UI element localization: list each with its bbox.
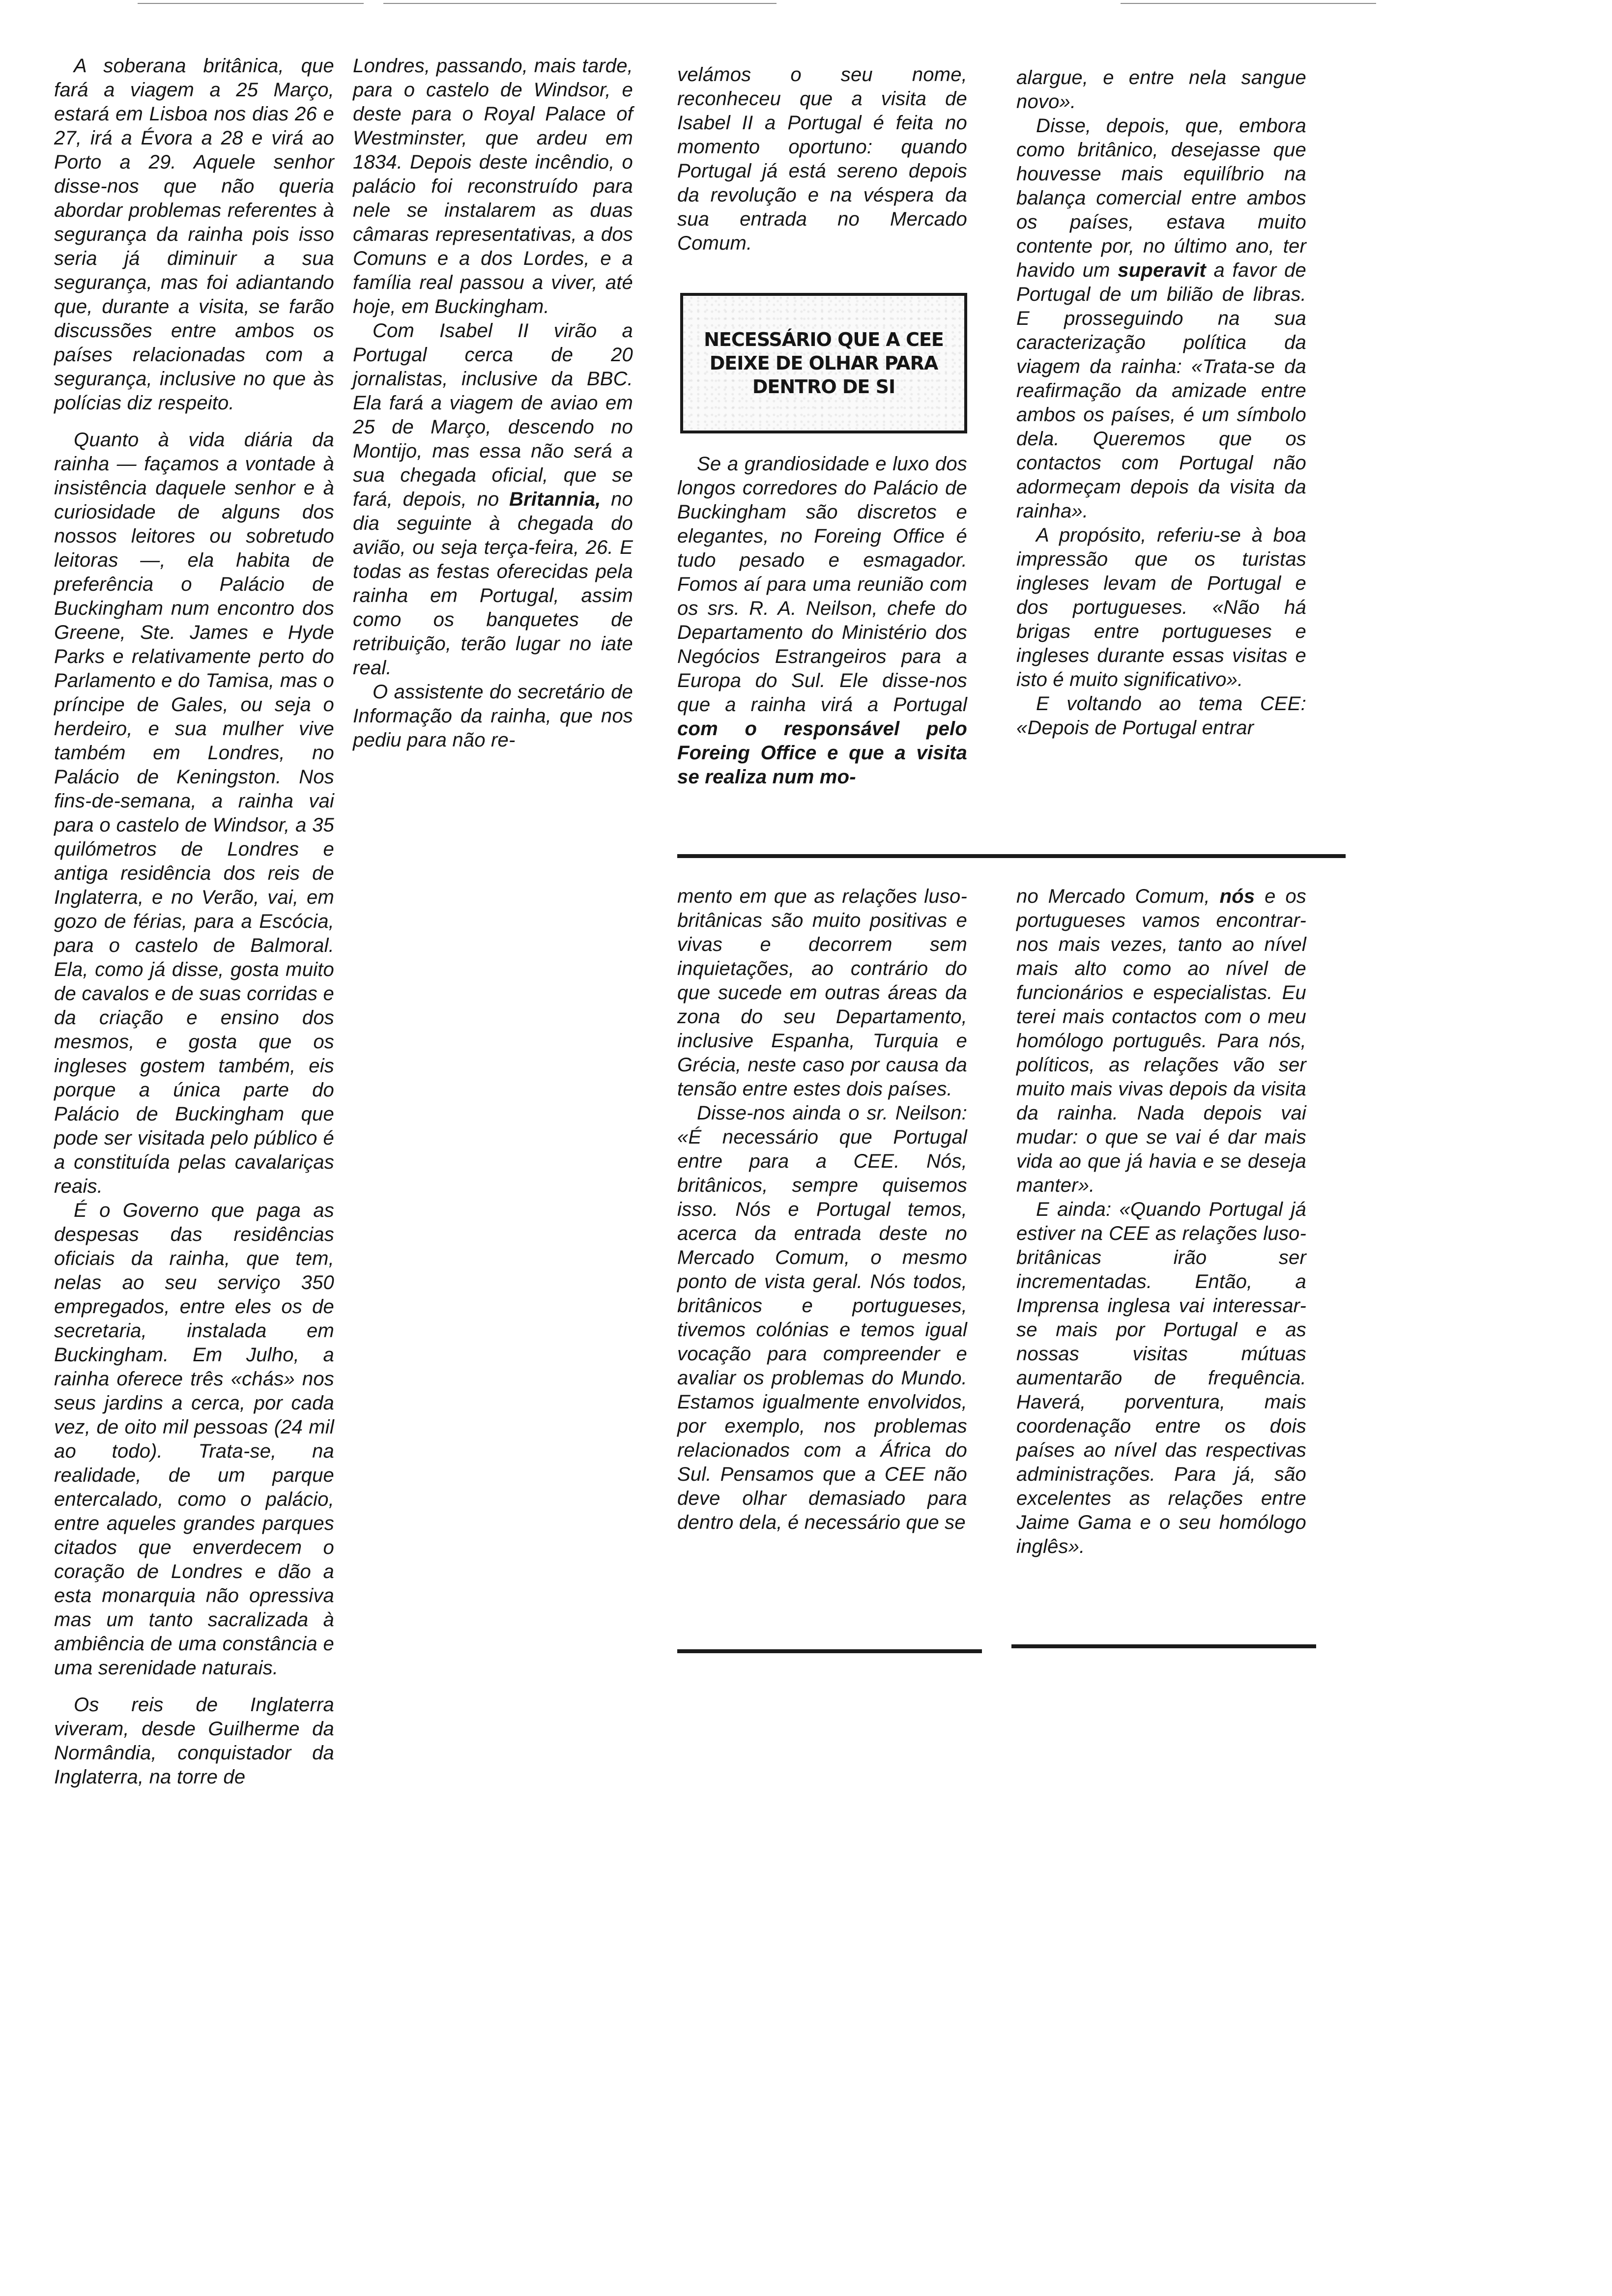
paragraph: mento em que as relações luso-britânicas são muito positivas e vivas e decorrem sem inquietações, ao contrário do que sucede em outras áreas da zona do seu Departamento, inclusive Espanha, Turquia e Grécia, neste caso por causa da tensão entre estes dois países. (677, 886, 967, 1100)
text-run: no Mercado Comum, (1016, 886, 1220, 907)
text-run: Se a grandiosidade e luxo dos longos corredores do Palácio de Buckingham são discretos e elegantes, no Foreing Office é tudo pesado e esmagador. Fomos aí para uma reunião com os srs. R. A. Neilson, chefe do Departamento do Ministério dos Negócios Estrangeiros para a Europa do Sul. Ele disse-nos que a rainha virá a Portugal (677, 453, 967, 716)
text-run: Disse, depois, que, embora como britânico, desejasse que houvesse mais equilíbrio na balança comercial entre ambos os países, estava muito contente por, no último ano, ter havido um (1016, 115, 1306, 281)
subheadline: NECESSÁRIO QUE A CEE DEIXE DE OLHAR PARA DENTRO DE SI (704, 329, 944, 398)
text-run: Com Isabel II virão a Portugal cerca de 20 jornalistas, inclusive da BBC. Ela fará a viagem de aviao em 25 de Março, descendo no Montijo, mas essa não será a sua chegada oficial, que se fará, depois, no (353, 320, 633, 510)
paragraph (353, 319, 633, 680)
column-2 (353, 54, 633, 752)
paragraph: E voltando ao tema CEE: «Depois de Portugal entrar (1016, 693, 1306, 739)
subheadline-box (680, 293, 967, 433)
column-3-bottom (677, 885, 967, 1535)
paragraph: O assistente do secretário de Informação da rainha, que nos pediu para não re- (353, 681, 633, 751)
emphasis: nós (1219, 886, 1255, 907)
paragraph (1016, 114, 1306, 523)
paragraph: A soberana britânica, que fará a viagem a 25 Março, estará em Lisboa nos dias 26 e 27, irá a Évora a 28 e virá ao Porto a 29. Aquele senhor disse-nos que não queria abordar problemas referentes à segurança da rainha pois isso seria já diminuir a sua segurança, mas foi adiantando que, durante a visita, se farão discussões entre ambos os países relacionadas com a segurança, inclusive no que às polícias diz respeito. (54, 55, 334, 414)
ship-name: Britannia, (509, 488, 601, 510)
column-1 (54, 54, 334, 1789)
top-edge-rule (1121, 3, 1376, 4)
text-run: a favor de Portugal de um bilião de libras. E prosseguindo na sua caracterização política da viagem da rainha: «Trata-se da reafirmação da amizade entre ambos os países, é um símbolo dela. Queremos que os contactos com Portugal não adormeçam depois da visita da rainha». (1016, 259, 1306, 522)
paragraph: É o Governo que paga as despesas das residências oficiais da rainha, que tem, nelas ao seu serviço 350 empregados, entre eles os de secretaria, instalada em Buckingham. Em Julho, a rainha oferece três «chás» nos seus jardins a cerca, por cada vez, de oito mil pessoas (24 mil ao todo). Trata-se, na realidade, de um parque entercalado, como o palácio, entre aqueles grandes parques citados que enverdecem o coração de Londres e dão a esta monarquia não opressiva mas um tanto sacralizada à ambiência de uma constância e uma serenidade naturais. (54, 1200, 334, 1679)
end-rule (1011, 1644, 1316, 1648)
top-edge-rule (550, 3, 777, 4)
emphasis: com o responsável pelo Foreing Office e que a visita se realiza num mo- (677, 718, 967, 788)
end-rule (677, 1649, 982, 1653)
top-edge-rule (138, 3, 364, 4)
column-4-top (1016, 66, 1306, 740)
paragraph: velámos o seu nome, reconheceu que a visita de Isabel II a Portugal é feita no momento oportuno: quando Portugal já está sereno depois da revolução e na véspera da sua entrada no Mercado Comum. (677, 64, 967, 254)
paragraph: Os reis de Inglaterra viveram, desde Guilherme da Normândia, conquistador da Inglaterra, na torre de (54, 1694, 334, 1788)
column-3-top (677, 63, 967, 256)
paragraph (677, 452, 967, 789)
text-run: e os portugueses vamos encontrar-nos mais vezes, tanto ao nível mais alto como ao nível de funcionários e especialistas. Eu terei mais contactos com o meu homólogo português. Para nós, políticos, as relações vão ser muito mais vivas depois da visita da rainha. Nada depois vai mudar: o que se vai é dar mais vida ao que já havia e se deseja manter». (1016, 886, 1306, 1196)
paragraph: A propósito, referiu-se à boa impressão que os turistas ingleses levam de Portugal e dos portugueses. «Não há brigas entre portugueses e ingleses durante essas visitas e isto é muito significativo». (1016, 524, 1306, 690)
section-rule (677, 854, 1346, 858)
column-4-bottom (1016, 885, 1306, 1559)
text-run: no dia seguinte à chegada do avião, ou seja terça-feira, 26. E todas as festas oferecidas pela rainha em Portugal, assim como os banquetes de retribuição, terão lugar no iate real. (353, 488, 633, 679)
paragraph (1016, 885, 1306, 1198)
paragraph: Disse-nos ainda o sr. Neilson: «É necessário que Portugal entre para a CEE. Nós, britânicos, sempre quisemos isso. Nós e Portugal temos, acerca da entrada deste no Mercado Comum, o mesmo ponto de vista geral. Nós todos, britânicos e portugueses, tivemos colónias e temos igual vocação para compreender e avaliar os problemas do Mundo. Estamos igualmente envolvidos, por exemplo, nos problemas relacionados com a África do Sul. Pensamos que a CEE não deve olhar demasiado para dentro dela, é necessário que se (677, 1102, 967, 1533)
top-edge-rule (383, 3, 550, 4)
column-3-middle (677, 452, 967, 789)
paragraph: Quanto à vida diária da rainha — façamos a vontade à insistência daquele senhor e à curiosidade de alguns dos nossos leitores ou sobretudo leitoras —, ela habita de preferência o Palácio de Buckingham num encontro dos Greene, Ste. James e Hyde Parks e relativamente perto do Parlamento e do Tamisa, mas o príncipe de Gales, ou seja o herdeiro, e sua mulher vive também em Londres, no Palácio de Keningston. Nos fins-de-semana, a rainha vai para o castelo de Windsor, a 35 quilómetros de Londres e antiga residência dos reis de Inglaterra, e no Verão, vai, em gozo de férias, para a Escócia, para o castelo de Balmoral. Ela, como já disse, gosta muito de cavalos e de suas corridas e da criação e ensino dos mesmos, e gosta que os ingleses gostem também, eis porque a única parte do Palácio de Buckingham que pode ser visitada pelo público é a constituída pelas cavalariças reais. (54, 429, 334, 1197)
paragraph: Londres, passando, mais tarde, para o castelo de Windsor, e deste para o Royal Palace of Westminster, que ardeu em 1834. Depois deste incêndio, o palácio foi reconstruído para nele se instalarem as duas câmaras representativas, a dos Comuns e a dos Lordes, e a família real passou a viver, até hoje, em Buckingham. (353, 55, 633, 317)
emphasis: superavit (1118, 259, 1206, 281)
paragraph: alargue, e entre nela sangue novo». (1016, 67, 1306, 113)
paragraph: E ainda: «Quando Portugal já estiver na CEE as relações luso-britânicas irão ser incrementadas. Então, a Imprensa inglesa vai interessar-se mais por Portugal e as nossas visitas mútuas aumentarão de frequência. Haverá, porventura, mais coordenação entre os dois países ao nível das respectivas administrações. Para já, são excelentes as relações entre Jaime Gama e o seu homólogo inglês». (1016, 1199, 1306, 1557)
